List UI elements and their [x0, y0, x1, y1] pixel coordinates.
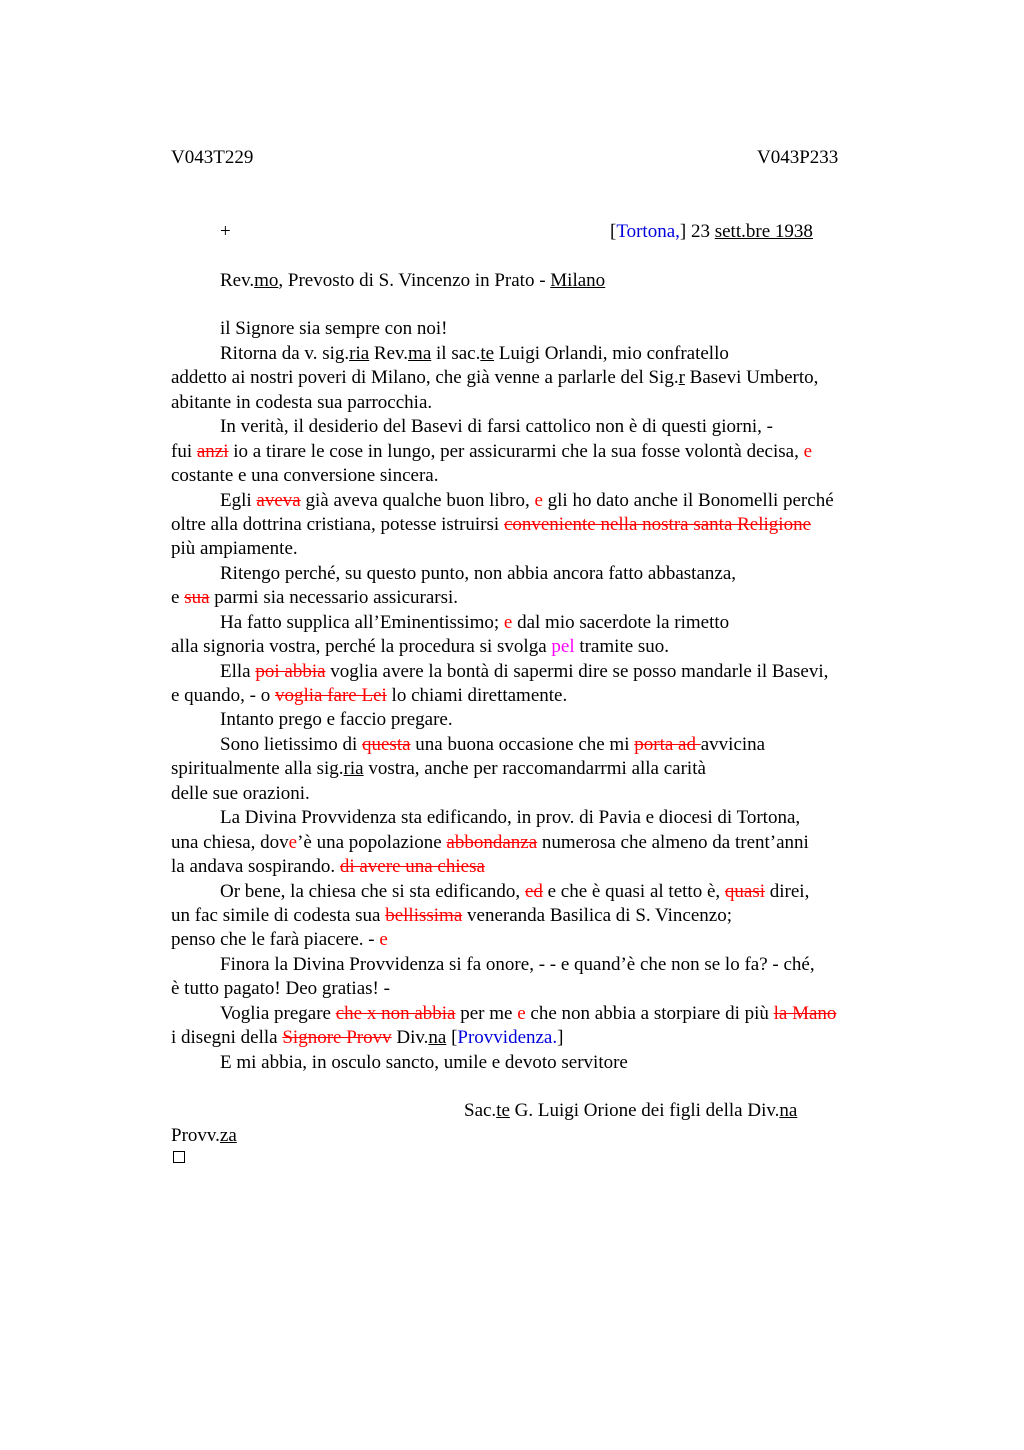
body-line-31: E mi abbia, in osculo sancto, umile e devoto servitore	[220, 1052, 628, 1073]
body-line-15: Ella poi abbia voglia avere la bontà di sapermi dire se posso mandarle il Basevi,	[220, 661, 829, 682]
body-line-7: costante e una conversione sincera.	[171, 465, 439, 486]
body-line-12: e sua parmi sia necessario assicurarsi.	[171, 587, 459, 608]
body-line-1: il Signore sia sempre con noi!	[220, 318, 448, 339]
body-line-6: fui anzi io a tirare le cose in lungo, per assicurarmi che la sua fosse volontà decisa, e	[171, 441, 813, 462]
body-line-2: Ritorna da v. sig.ria Rev.ma il sac.te Luigi Orlandi, mio confratello	[220, 343, 729, 364]
body-line-13: Ha fatto supplica all’Eminentissimo; e dal mio sacerdote la rimetto	[220, 612, 730, 633]
recipient-line: Rev.mo, Prevosto di S. Vincenzo in Prato - Milano	[220, 270, 606, 291]
body-line-4: abitante in codesta sua parrocchia.	[171, 392, 433, 413]
body-line-19: spiritualmente alla sig.ria vostra, anche per raccomandarrmi alla carità	[171, 758, 706, 779]
body-line-24: Or bene, la chiesa che si sta edificando, ed e che è quasi al tetto è, quasi direi,	[220, 881, 810, 902]
body-line-29: Voglia pregare che x non abbia per me e che non abbia a storpiare di più la Mano	[220, 1003, 837, 1024]
body-line-8: Egli aveva già aveva qualche buon libro, e gli ho dato anche il Bonomelli perché	[220, 490, 834, 511]
body-line-23: la andava sospirando. di avere una chiesa	[171, 856, 485, 877]
body-line-14: alla signoria vostra, perché la procedura si svolga pel tramite suo.	[171, 636, 670, 657]
body-line-27: Finora la Divina Provvidenza si fa onore, - - e quand’è che non se lo fa? - ché,	[220, 954, 815, 975]
body-line-26: penso che le farà piacere. - e	[171, 929, 388, 950]
body-line-5: In verità, il desiderio del Basevi di farsi cattolico non è di questi giorni, -	[220, 416, 773, 437]
body-line-20: delle sue orazioni.	[171, 783, 310, 804]
dateline: [Tortona,] 23 sett.bre 1938	[610, 221, 813, 242]
body-line-22: una chiesa, dove’è una popolazione abbondanza numerosa che almeno da trent’anni	[171, 832, 809, 853]
body-line-28: è tutto pagato! Deo gratias! -	[171, 978, 390, 999]
body-line-17: Intanto prego e faccio pregare.	[220, 709, 453, 730]
body-line-25: un fac simile di codesta sua bellissima veneranda Basilica di S. Vincenzo;	[171, 905, 732, 926]
body-line-16: e quando, - o voglia fare Lei lo chiami direttamente.	[171, 685, 568, 706]
end-square-icon	[173, 1151, 185, 1163]
body-line-21: La Divina Provvidenza sta edificando, in prov. di Pavia e diocesi di Tortona,	[220, 807, 801, 828]
signature-continuation: Provv.za	[171, 1125, 237, 1146]
body-line-11: Ritengo perché, su questo punto, non abbia ancora fatto abbastanza,	[220, 563, 736, 584]
cross-symbol: +	[220, 221, 231, 242]
header-left-code: V043T229	[171, 147, 254, 168]
body-line-10: più ampiamente.	[171, 538, 298, 559]
body-line-3: addetto ai nostri poveri di Milano, che già venne a parlarle del Sig.r Basevi Umberto,	[171, 367, 819, 388]
header-right-code: V043P233	[757, 147, 839, 168]
signature-line: Sac.te G. Luigi Orione dei figli della Div.na	[464, 1100, 798, 1121]
body-line-30: i disegni della Signore Provv Div.na [Provvidenza.]	[171, 1027, 564, 1048]
body-line-18: Sono lietissimo di questa una buona occasione che mi porta ad avvicina	[220, 734, 766, 755]
body-line-9: oltre alla dottrina cristiana, potesse istruirsi conveniente nella nostra santa Religione	[171, 514, 811, 535]
